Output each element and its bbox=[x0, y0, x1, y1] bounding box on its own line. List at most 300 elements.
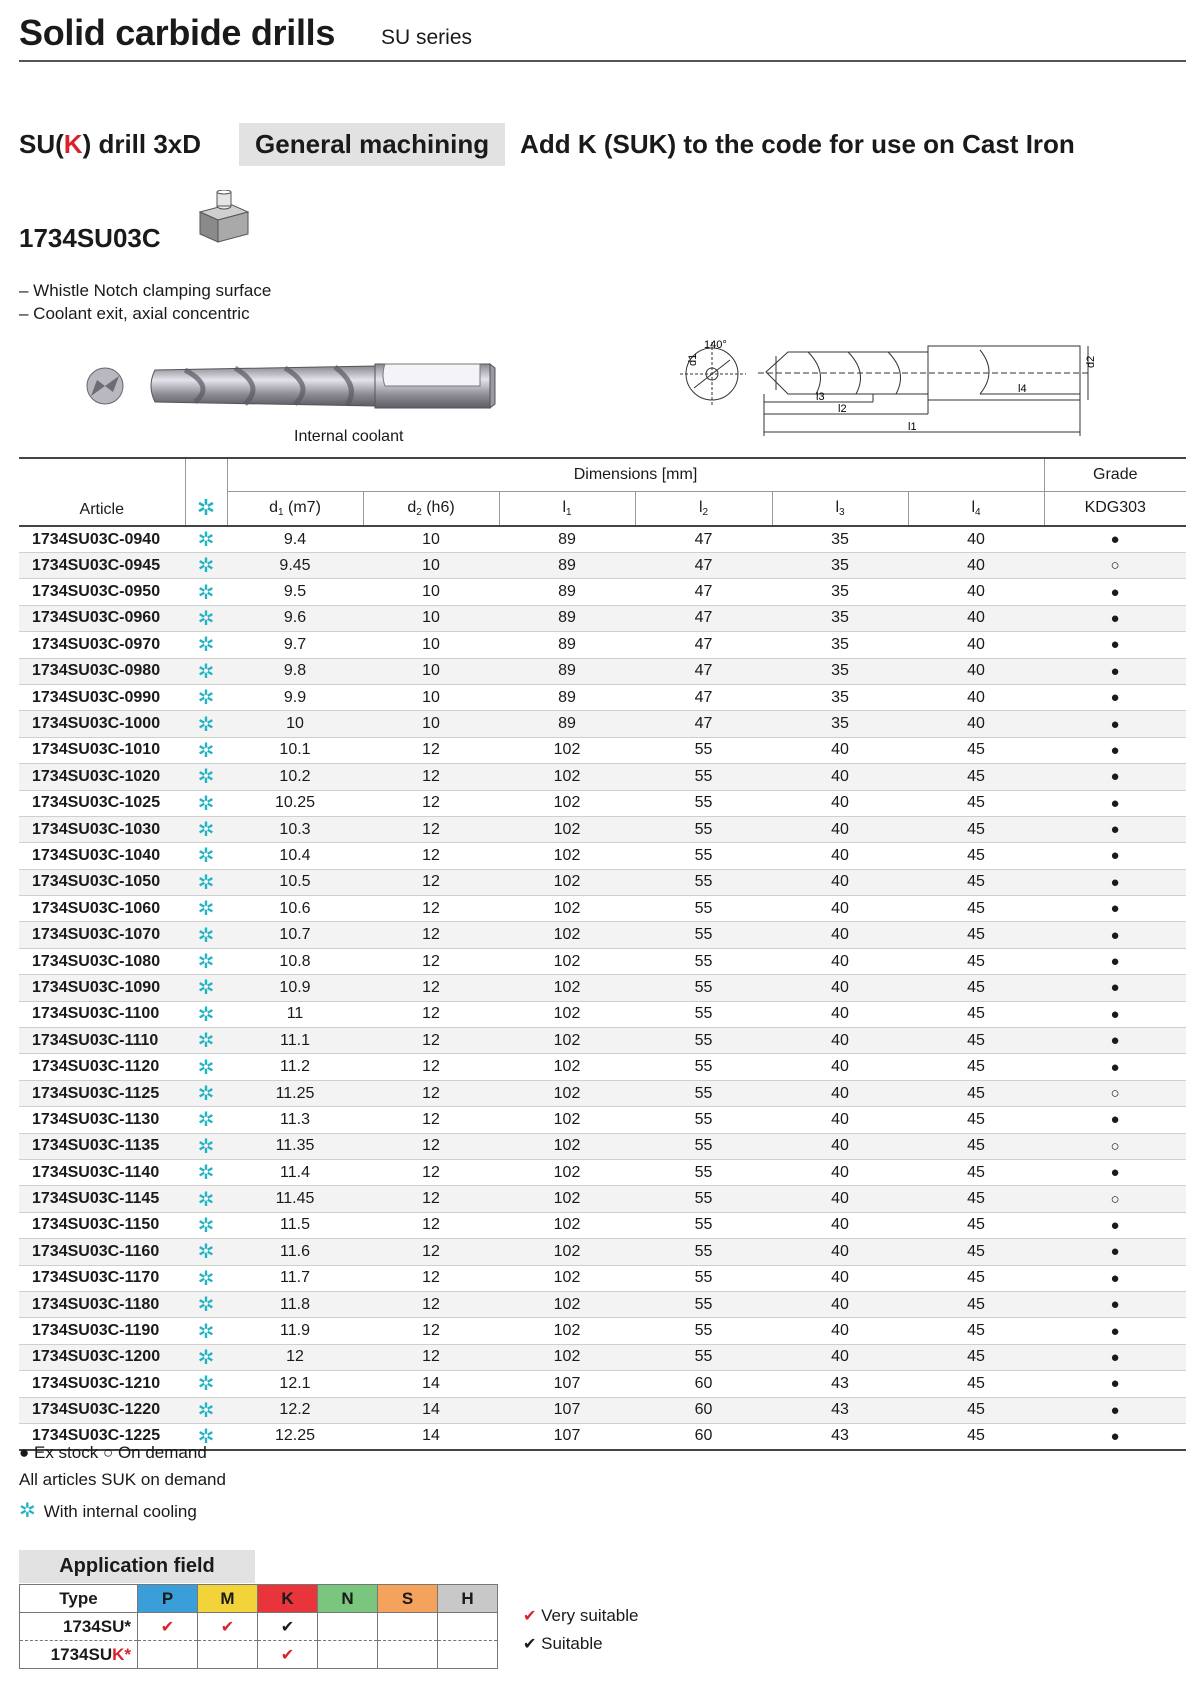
dimension-cell: 9.45 bbox=[227, 553, 363, 579]
dimension-cell: 11.5 bbox=[227, 1212, 363, 1238]
coolant-icon: ✲ bbox=[185, 896, 227, 922]
dimension-cell: 45 bbox=[908, 1054, 1044, 1080]
d2-label: d2 bbox=[1085, 355, 1097, 368]
cast-iron-note: Add K (SUK) to the code for use on Cast Iron bbox=[520, 128, 1075, 159]
dimension-cell: 45 bbox=[908, 1212, 1044, 1238]
dim-header-3 bbox=[635, 491, 772, 526]
dimension-cell: 102 bbox=[499, 1001, 635, 1027]
grade-availability-cell: ● bbox=[1044, 684, 1186, 710]
suitability-cell bbox=[378, 1613, 438, 1641]
page-subtitle: SU series bbox=[381, 26, 473, 49]
dimension-cell: 9.4 bbox=[227, 526, 363, 553]
grade-availability-cell: ● bbox=[1044, 1265, 1186, 1291]
dimension-cell: 9.5 bbox=[227, 579, 363, 605]
dimension-cell: 10 bbox=[363, 605, 499, 631]
article-cell: 1734SU03C-1025 bbox=[19, 790, 185, 816]
iso-group-s: S bbox=[378, 1585, 438, 1613]
table-row bbox=[19, 1239, 1186, 1265]
dimension-cell: 9.9 bbox=[227, 684, 363, 710]
drill-tip-view bbox=[87, 368, 123, 404]
dimension-cell: 12 bbox=[363, 975, 499, 1001]
dimension-cell: 102 bbox=[499, 975, 635, 1001]
dimension-cell: 89 bbox=[499, 632, 635, 658]
table-row bbox=[19, 896, 1186, 922]
table-row bbox=[19, 1001, 1186, 1027]
dimension-cell: 12 bbox=[363, 1212, 499, 1238]
dimension-cell: 9.8 bbox=[227, 658, 363, 684]
table-row bbox=[19, 1212, 1186, 1238]
table-row bbox=[19, 605, 1186, 631]
grade-availability-cell: ● bbox=[1044, 1028, 1186, 1054]
dimension-cell: 107 bbox=[499, 1397, 635, 1423]
dimension-cell: 11.45 bbox=[227, 1186, 363, 1212]
dimension-cell: 40 bbox=[908, 526, 1044, 553]
grade-availability-cell: ● bbox=[1044, 1054, 1186, 1080]
dimension-cell: 102 bbox=[499, 1291, 635, 1317]
grade-availability-cell: ● bbox=[1044, 711, 1186, 737]
coolant-icon: ✲ bbox=[185, 1371, 227, 1397]
article-cell: 1734SU03C-0960 bbox=[19, 605, 185, 631]
coolant-icon: ✲ bbox=[185, 1001, 227, 1027]
suitability-cell bbox=[318, 1641, 378, 1669]
table-row bbox=[19, 1028, 1186, 1054]
dimension-cell: 11.25 bbox=[227, 1080, 363, 1106]
dimension-cell: 40 bbox=[772, 843, 908, 869]
article-cell: 1734SU03C-1010 bbox=[19, 737, 185, 763]
dimension-cell: 45 bbox=[908, 1423, 1044, 1450]
dimension-cell: 107 bbox=[499, 1371, 635, 1397]
grade-availability-cell: ● bbox=[1044, 869, 1186, 895]
article-cell: 1734SU03C-1190 bbox=[19, 1318, 185, 1344]
coolant-icon: ✲ bbox=[185, 843, 227, 869]
dimension-cell: 12 bbox=[227, 1344, 363, 1370]
suitability-cell bbox=[258, 1613, 318, 1641]
dimension-cell: 45 bbox=[908, 1318, 1044, 1344]
dim-header-4 bbox=[772, 491, 908, 526]
dimension-cell: 12 bbox=[363, 816, 499, 842]
table-row bbox=[19, 1397, 1186, 1423]
coolant-caption: Internal coolant bbox=[294, 428, 404, 445]
article-cell: 1734SU03C-0980 bbox=[19, 658, 185, 684]
dimension-cell: 55 bbox=[635, 1344, 772, 1370]
article-cell: 1734SU03C-1050 bbox=[19, 869, 185, 895]
suitability-cell bbox=[438, 1613, 498, 1641]
dimension-cell: 14 bbox=[363, 1371, 499, 1397]
drill-name-k: K bbox=[63, 128, 83, 159]
coolant-icon: ✲ bbox=[185, 1107, 227, 1133]
coolant-icon: ✲ bbox=[185, 1318, 227, 1344]
dimension-cell: 55 bbox=[635, 1318, 772, 1344]
l4-label: l4 bbox=[1018, 383, 1027, 395]
drill-name bbox=[19, 129, 201, 160]
dimension-cell: 55 bbox=[635, 1159, 772, 1185]
coolant-icon: ✲ bbox=[185, 711, 227, 737]
coolant-icon: ✲ bbox=[185, 1344, 227, 1370]
table-row bbox=[19, 1265, 1186, 1291]
dim-header-base: l bbox=[835, 498, 839, 516]
suk-legend: All articles SUK on demand bbox=[19, 1470, 226, 1489]
dimension-cell: 12 bbox=[363, 1001, 499, 1027]
dimension-cell: 45 bbox=[908, 896, 1044, 922]
coolant-header-icon: ✲ bbox=[185, 458, 227, 526]
coolant-icon: ✲ bbox=[185, 579, 227, 605]
article-cell: 1734SU03C-0945 bbox=[19, 553, 185, 579]
table-row bbox=[19, 579, 1186, 605]
dimension-cell: 12 bbox=[363, 1028, 499, 1054]
dimension-cell: 55 bbox=[635, 869, 772, 895]
coolant-icon: ✲ bbox=[185, 1080, 227, 1106]
suitability-cell bbox=[198, 1613, 258, 1641]
dimension-cell: 55 bbox=[635, 1001, 772, 1027]
article-cell: 1734SU03C-1200 bbox=[19, 1344, 185, 1370]
dimension-cell: 55 bbox=[635, 843, 772, 869]
article-cell: 1734SU03C-0940 bbox=[19, 526, 185, 553]
grade-availability-cell: ○ bbox=[1044, 1186, 1186, 1212]
very-suitable-check-icon: ✔ bbox=[160, 1618, 175, 1636]
table-row bbox=[19, 1318, 1186, 1344]
dimension-cell: 12 bbox=[363, 948, 499, 974]
coolant-icon: ✲ bbox=[185, 684, 227, 710]
dimension-cell: 45 bbox=[908, 975, 1044, 1001]
dimension-cell: 35 bbox=[772, 684, 908, 710]
dimension-cell: 12 bbox=[363, 737, 499, 763]
dimension-cell: 12 bbox=[363, 1133, 499, 1159]
dimension-cell: 40 bbox=[772, 1291, 908, 1317]
coolant-icon: ✲ bbox=[185, 1291, 227, 1317]
dim-header-base: d bbox=[269, 498, 278, 516]
dimension-cell: 89 bbox=[499, 658, 635, 684]
dimension-cell: 10 bbox=[363, 579, 499, 605]
coolant-icon: ✲ bbox=[185, 975, 227, 1001]
dimension-cell: 40 bbox=[772, 1001, 908, 1027]
grade-availability-cell: ● bbox=[1044, 579, 1186, 605]
dimension-cell: 10.3 bbox=[227, 816, 363, 842]
dimension-cell: 40 bbox=[772, 1265, 908, 1291]
grade-availability-cell: ● bbox=[1044, 632, 1186, 658]
dim-header-base: d bbox=[407, 498, 417, 516]
dimension-cell: 55 bbox=[635, 896, 772, 922]
dimension-cell: 45 bbox=[908, 1028, 1044, 1054]
table-row bbox=[19, 526, 1186, 553]
dimension-cell: 35 bbox=[772, 526, 908, 553]
dimension-cell: 45 bbox=[908, 790, 1044, 816]
dimension-cell: 12 bbox=[363, 869, 499, 895]
coolant-icon: ✲ bbox=[185, 1133, 227, 1159]
dimension-cell: 10 bbox=[363, 553, 499, 579]
dimension-cell: 10.1 bbox=[227, 737, 363, 763]
iso-group-m: M bbox=[198, 1585, 258, 1613]
dimension-cell: 102 bbox=[499, 1159, 635, 1185]
dimension-cell: 55 bbox=[635, 1028, 772, 1054]
dimension-cell: 12 bbox=[363, 1265, 499, 1291]
red-check-icon: ✔ bbox=[523, 1608, 537, 1625]
workpiece-block-icon bbox=[196, 190, 252, 246]
dimension-cell: 35 bbox=[772, 553, 908, 579]
application-field-title: Application field bbox=[19, 1550, 255, 1583]
dimension-cell: 102 bbox=[499, 1239, 635, 1265]
grade-availability-cell: ● bbox=[1044, 790, 1186, 816]
article-cell: 1734SU03C-1135 bbox=[19, 1133, 185, 1159]
suitability-cell bbox=[258, 1641, 318, 1669]
application-row bbox=[20, 1613, 498, 1641]
dimension-cell: 40 bbox=[908, 684, 1044, 710]
dimension-cell: 45 bbox=[908, 869, 1044, 895]
dimension-cell: 47 bbox=[635, 526, 772, 553]
dimension-cell: 40 bbox=[772, 1344, 908, 1370]
dimension-cell: 55 bbox=[635, 1054, 772, 1080]
dimension-cell: 43 bbox=[772, 1397, 908, 1423]
dimension-cell: 40 bbox=[772, 1107, 908, 1133]
coolant-icon: ✲ bbox=[185, 553, 227, 579]
dimension-cell: 47 bbox=[635, 658, 772, 684]
table-row bbox=[19, 1080, 1186, 1106]
dimension-cell: 45 bbox=[908, 737, 1044, 763]
dimension-cell: 45 bbox=[908, 1371, 1044, 1397]
dimension-cell: 12 bbox=[363, 1186, 499, 1212]
dimension-cell: 12 bbox=[363, 1318, 499, 1344]
dimension-cell: 60 bbox=[635, 1423, 772, 1450]
dimension-cell: 14 bbox=[363, 1397, 499, 1423]
article-cell: 1734SU03C-1000 bbox=[19, 711, 185, 737]
table-row bbox=[19, 737, 1186, 763]
dimension-cell: 45 bbox=[908, 1133, 1044, 1159]
dimension-cell: 55 bbox=[635, 1186, 772, 1212]
dimension-cell: 40 bbox=[772, 975, 908, 1001]
iso-group-p: P bbox=[138, 1585, 198, 1613]
dimension-cell: 10 bbox=[363, 684, 499, 710]
dimension-cell: 45 bbox=[908, 1291, 1044, 1317]
dimension-cell: 102 bbox=[499, 737, 635, 763]
coolant-icon: ✲ bbox=[185, 632, 227, 658]
coolant-icon: ✲ bbox=[185, 869, 227, 895]
application-row bbox=[20, 1641, 498, 1669]
table-row bbox=[19, 1054, 1186, 1080]
table-row bbox=[19, 948, 1186, 974]
coolant-icon: ✲ bbox=[185, 605, 227, 631]
drill-name-pre: SU( bbox=[19, 128, 64, 159]
dimension-cell: 11.7 bbox=[227, 1265, 363, 1291]
dimension-cell: 45 bbox=[908, 1344, 1044, 1370]
title-divider bbox=[19, 60, 1186, 62]
dimension-cell: 14 bbox=[363, 1423, 499, 1450]
article-cell: 1734SU03C-1040 bbox=[19, 843, 185, 869]
iso-group-h: H bbox=[438, 1585, 498, 1613]
dimension-cell: 12 bbox=[363, 896, 499, 922]
dimension-cell: 10 bbox=[363, 658, 499, 684]
grade-availability-cell: ● bbox=[1044, 526, 1186, 553]
angle-label: 140° bbox=[704, 339, 727, 351]
dimension-cell: 102 bbox=[499, 1080, 635, 1106]
dimension-cell: 55 bbox=[635, 764, 772, 790]
dimension-cell: 12 bbox=[363, 843, 499, 869]
dimension-cell: 9.6 bbox=[227, 605, 363, 631]
dim-header-base: l bbox=[698, 498, 703, 516]
suitability-cell bbox=[438, 1641, 498, 1669]
dimension-cell: 45 bbox=[908, 1159, 1044, 1185]
table-row bbox=[19, 975, 1186, 1001]
dimension-cell: 45 bbox=[908, 1107, 1044, 1133]
dimension-cell: 102 bbox=[499, 1344, 635, 1370]
dimension-cell: 40 bbox=[908, 658, 1044, 684]
table-row bbox=[19, 816, 1186, 842]
dimension-cell: 102 bbox=[499, 896, 635, 922]
iso-group-k: K bbox=[258, 1585, 318, 1613]
table-row bbox=[19, 1133, 1186, 1159]
grade-availability-cell: ● bbox=[1044, 922, 1186, 948]
suitability-cell bbox=[198, 1641, 258, 1669]
grade-availability-cell: ● bbox=[1044, 1001, 1186, 1027]
dimension-cell: 10.5 bbox=[227, 869, 363, 895]
dimension-cell: 47 bbox=[635, 605, 772, 631]
dimension-cell: 107 bbox=[499, 1423, 635, 1450]
dimension-cell: 45 bbox=[908, 843, 1044, 869]
dimension-cell: 45 bbox=[908, 816, 1044, 842]
dimension-cell: 102 bbox=[499, 1186, 635, 1212]
dimension-cell: 12.25 bbox=[227, 1423, 363, 1450]
article-cell: 1734SU03C-1090 bbox=[19, 975, 185, 1001]
article-cell: 1734SU03C-1120 bbox=[19, 1054, 185, 1080]
technical-drawing bbox=[678, 332, 1098, 444]
dimension-cell: 43 bbox=[772, 1371, 908, 1397]
grade-availability-cell: ● bbox=[1044, 1291, 1186, 1317]
article-table bbox=[19, 457, 1186, 1451]
dimension-cell: 55 bbox=[635, 737, 772, 763]
dim-header-sub: 3 bbox=[839, 506, 845, 518]
article-cell: 1734SU03C-1070 bbox=[19, 922, 185, 948]
dimension-cell: 55 bbox=[635, 1107, 772, 1133]
dimension-cell: 40 bbox=[772, 1318, 908, 1344]
dimension-cell: 10.7 bbox=[227, 922, 363, 948]
dimension-cell: 102 bbox=[499, 1318, 635, 1344]
article-cell: 1734SU03C-1100 bbox=[19, 1001, 185, 1027]
article-cell: 1734SU03C-0970 bbox=[19, 632, 185, 658]
stock-legend: ● Ex stock ○ On demand bbox=[19, 1443, 207, 1462]
suitability-cell bbox=[378, 1641, 438, 1669]
coolant-icon: ✲ bbox=[185, 1212, 227, 1238]
article-code: 1734SU03C bbox=[19, 223, 161, 253]
dimension-cell: 45 bbox=[908, 1397, 1044, 1423]
table-row bbox=[19, 764, 1186, 790]
dimension-cell: 40 bbox=[772, 948, 908, 974]
dimension-cell: 55 bbox=[635, 790, 772, 816]
coolant-icon: ✲ bbox=[185, 1186, 227, 1212]
dimension-cell: 12 bbox=[363, 1054, 499, 1080]
grade-availability-cell: ● bbox=[1044, 1212, 1186, 1238]
article-cell: 1734SU03C-1060 bbox=[19, 896, 185, 922]
dimension-cell: 55 bbox=[635, 1291, 772, 1317]
dimension-cell: 55 bbox=[635, 975, 772, 1001]
l3-label: l3 bbox=[816, 391, 825, 403]
grade-availability-cell: ● bbox=[1044, 658, 1186, 684]
grade-availability-cell: ○ bbox=[1044, 553, 1186, 579]
table-row bbox=[19, 1344, 1186, 1370]
dim-header-sub: 2 bbox=[702, 506, 709, 518]
dim-header-1 bbox=[363, 491, 499, 526]
dimension-cell: 47 bbox=[635, 684, 772, 710]
coolant-icon: ✲ bbox=[185, 948, 227, 974]
coolant-icon: ✲ bbox=[185, 922, 227, 948]
table-row bbox=[19, 1159, 1186, 1185]
type-name: 1734SU bbox=[50, 1644, 113, 1664]
dimension-cell: 12.2 bbox=[227, 1397, 363, 1423]
article-cell: 1734SU03C-1220 bbox=[19, 1397, 185, 1423]
dimension-cell: 10 bbox=[227, 711, 363, 737]
dimension-cell: 40 bbox=[908, 553, 1044, 579]
dim-header-5 bbox=[908, 491, 1044, 526]
dimension-cell: 11.9 bbox=[227, 1318, 363, 1344]
dimension-cell: 9.7 bbox=[227, 632, 363, 658]
dimension-cell: 89 bbox=[499, 579, 635, 605]
dimension-cell: 10.9 bbox=[227, 975, 363, 1001]
grade-availability-cell: ● bbox=[1044, 764, 1186, 790]
table-row bbox=[19, 1186, 1186, 1212]
dimension-cell: 45 bbox=[908, 1186, 1044, 1212]
grade-availability-cell: ● bbox=[1044, 896, 1186, 922]
dimension-cell: 12 bbox=[363, 1344, 499, 1370]
coolant-icon: ✲ bbox=[185, 1397, 227, 1423]
coolant-icon: ✲ bbox=[185, 526, 227, 553]
dimension-cell: 102 bbox=[499, 816, 635, 842]
dimension-cell: 12 bbox=[363, 1291, 499, 1317]
dimension-cell: 40 bbox=[772, 1133, 908, 1159]
dimension-cell: 55 bbox=[635, 816, 772, 842]
dimension-cell: 10.6 bbox=[227, 896, 363, 922]
dimension-cell: 45 bbox=[908, 764, 1044, 790]
grade-availability-cell: ● bbox=[1044, 1397, 1186, 1423]
dimension-cell: 55 bbox=[635, 1265, 772, 1291]
dimension-cell: 55 bbox=[635, 948, 772, 974]
dimension-cell: 40 bbox=[908, 632, 1044, 658]
dimension-cell: 55 bbox=[635, 1080, 772, 1106]
dimension-cell: 89 bbox=[499, 605, 635, 631]
suitability-cell bbox=[138, 1613, 198, 1641]
grade-availability-cell: ● bbox=[1044, 1423, 1186, 1450]
dimension-cell: 11.3 bbox=[227, 1107, 363, 1133]
article-cell: 1734SU03C-1160 bbox=[19, 1239, 185, 1265]
grade-name-header: KDG303 bbox=[1044, 491, 1186, 526]
dimension-cell: 11.1 bbox=[227, 1028, 363, 1054]
dimension-cell: 11.8 bbox=[227, 1291, 363, 1317]
black-check-icon: ✔ bbox=[523, 1636, 537, 1653]
table-row bbox=[19, 658, 1186, 684]
dimension-cell: 102 bbox=[499, 1028, 635, 1054]
dimension-cell: 40 bbox=[772, 790, 908, 816]
dimension-cell: 45 bbox=[908, 922, 1044, 948]
dimension-cell: 102 bbox=[499, 1054, 635, 1080]
dimension-cell: 40 bbox=[908, 711, 1044, 737]
dimension-cell: 47 bbox=[635, 711, 772, 737]
dimension-cell: 60 bbox=[635, 1397, 772, 1423]
dimension-cell: 89 bbox=[499, 711, 635, 737]
dimension-cell: 40 bbox=[772, 1159, 908, 1185]
feature-list bbox=[19, 279, 271, 325]
coolant-icon: ✲ bbox=[185, 1239, 227, 1265]
dim-header-sub: 4 bbox=[975, 506, 981, 518]
coolant-icon: ✲ bbox=[185, 1054, 227, 1080]
cooling-legend bbox=[19, 1498, 197, 1523]
article-cell: 1734SU03C-1020 bbox=[19, 764, 185, 790]
dimension-cell: 45 bbox=[908, 1265, 1044, 1291]
dimension-cell: 43 bbox=[772, 1423, 908, 1450]
dimension-cell: 89 bbox=[499, 684, 635, 710]
suitability-cell bbox=[138, 1641, 198, 1669]
dimension-cell: 40 bbox=[908, 605, 1044, 631]
dimension-cell: 102 bbox=[499, 1212, 635, 1238]
type-name: 1734SU* bbox=[62, 1616, 131, 1636]
grade-header: Grade bbox=[1044, 458, 1186, 491]
table-row bbox=[19, 1291, 1186, 1317]
dimension-cell: 35 bbox=[772, 605, 908, 631]
